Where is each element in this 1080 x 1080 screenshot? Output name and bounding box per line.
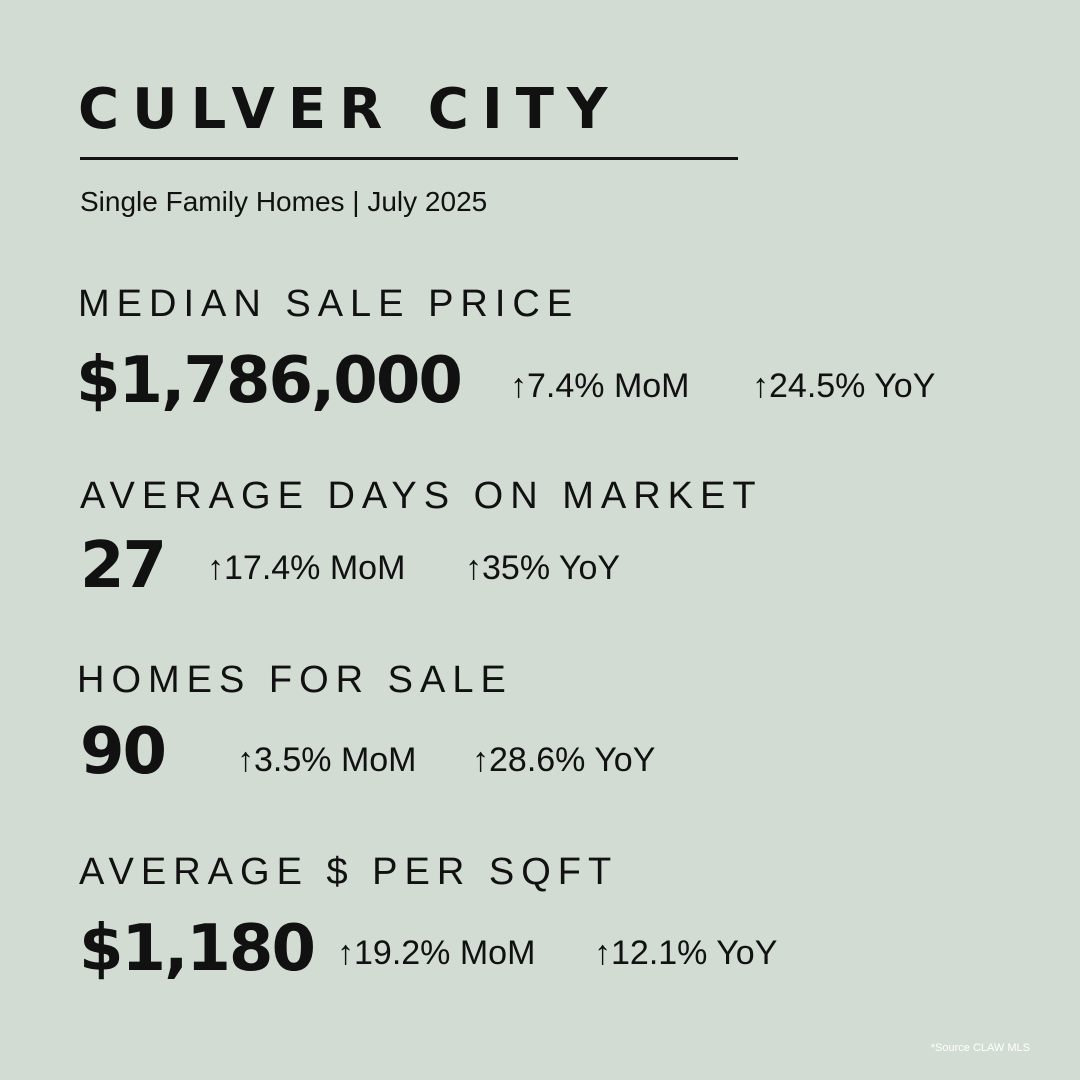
- metric-label: AVERAGE $ PER SQFT: [79, 851, 619, 893]
- metric-value: 90: [80, 715, 166, 789]
- page-title: CULVER CITY: [78, 77, 621, 142]
- source-note: *Source CLAW MLS: [930, 1042, 1030, 1054]
- metric-label: AVERAGE DAYS ON MARKET: [80, 475, 763, 517]
- metric-mom-change: ↑17.4% MoM: [207, 549, 406, 587]
- metric-mom-change: ↑3.5% MoM: [237, 741, 417, 779]
- metric-yoy-change: ↑35% YoY: [465, 549, 621, 587]
- page-subtitle: Single Family Homes | July 2025: [80, 186, 488, 217]
- metric-yoy-change: ↑28.6% YoY: [472, 741, 656, 779]
- metric-value: $1,786,000: [76, 344, 461, 418]
- metric-mom-change: ↑19.2% MoM: [337, 934, 536, 972]
- metric-yoy-change: ↑24.5% YoY: [752, 367, 936, 405]
- metric-label: HOMES FOR SALE: [77, 659, 513, 701]
- metric-value: $1,180: [79, 912, 314, 986]
- metric-yoy-change: ↑12.1% YoY: [594, 934, 778, 972]
- title-divider: [80, 157, 738, 160]
- metric-label: MEDIAN SALE PRICE: [78, 283, 580, 325]
- metric-value: 27: [80, 529, 166, 603]
- metric-mom-change: ↑7.4% MoM: [510, 367, 690, 405]
